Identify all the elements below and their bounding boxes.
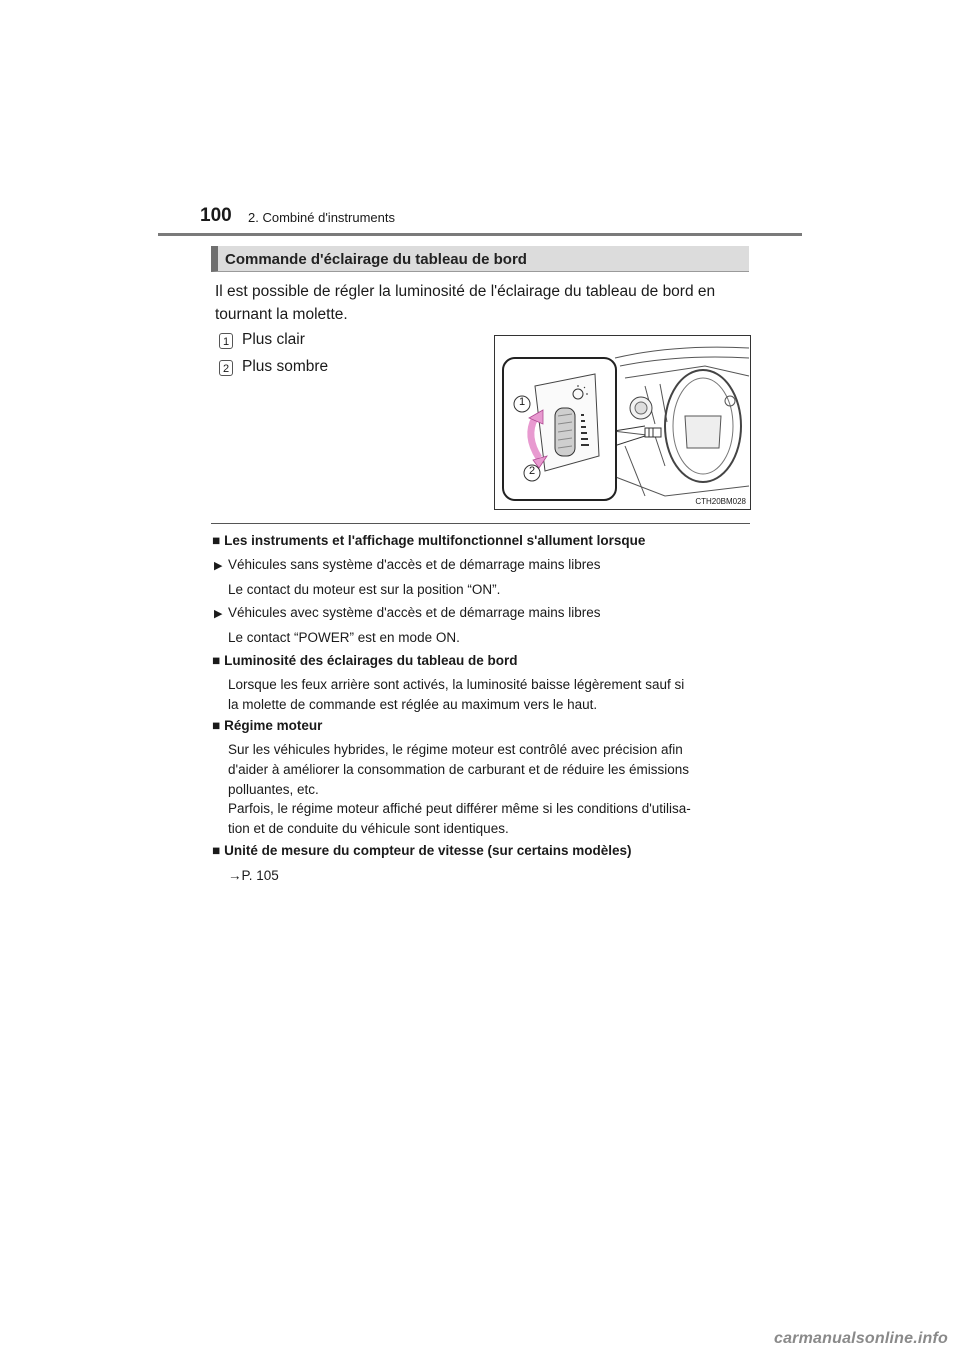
triangle-bullet-icon: ▶ (214, 608, 223, 620)
arrow-right-icon: → (228, 868, 242, 883)
figure-code: CTH20BM028 (695, 497, 746, 506)
legend-number-1: 1 (219, 333, 233, 349)
legend-label-1: Plus clair (242, 331, 305, 348)
square-bullet-icon: ■ (212, 718, 221, 733)
page-reference-text: P. 105 (241, 868, 279, 883)
note-1-text-2: Le contact “POWER” est en mode ON. (228, 630, 460, 645)
section-intro: Il est possible de régler la luminosité de l'éclairage du tableau de bord en tournant la molette. (215, 283, 716, 323)
legend-label-2: Plus sombre (242, 358, 329, 375)
note-1-bullet-2-text: Véhicules avec système d'accès et de démarrage mains libres (228, 605, 601, 620)
dashboard-illustration (494, 335, 751, 510)
dimmer-dial-drawing (495, 336, 750, 509)
figure-callout-1: 1 (518, 396, 526, 408)
note-2-line-2: la molette de commande est réglée au maximum vers le haut. (228, 697, 598, 712)
chapter-title: 2. Combiné d'instruments (248, 210, 395, 225)
square-bullet-icon: ■ (212, 653, 221, 668)
legend-number-2: 2 (219, 360, 233, 376)
page-number: 100 (200, 205, 232, 226)
section-divider (211, 523, 750, 524)
note-1-bullet-1 (214, 555, 601, 576)
note-heading-1 (212, 533, 645, 548)
page-reference-link[interactable] (228, 866, 279, 886)
note-heading-4-text: Unité de mesure du compteur de vitesse (sur certains modèles) (224, 843, 632, 858)
note-3-line-3: polluantes, etc. (228, 782, 319, 797)
figure-callout-2: 2 (528, 465, 536, 477)
note-3-line-5: tion et de conduite du véhicule sont identiques. (228, 821, 509, 836)
square-bullet-icon: ■ (212, 533, 221, 548)
note-2-line-1: Lorsque les feux arrière sont activés, la luminosité baisse légèrement sauf si (228, 677, 685, 692)
section-title: Commande d'éclairage du tableau de bord (225, 251, 527, 268)
note-1-text-1: Le contact du moteur est sur la position “ON”. (228, 582, 501, 597)
note-heading-2-text: Luminosité des éclairages du tableau de bord (224, 653, 518, 668)
note-heading-3-text: Régime moteur (224, 718, 323, 733)
watermark: carmanualsonline.info (773, 1330, 948, 1347)
note-3-line-2: d'aider à améliorer la consommation de carburant et de réduire les émissions (228, 762, 690, 777)
note-heading-1-text: Les instruments et l'affichage multifonctionnel s'allument lorsque (224, 533, 646, 548)
note-3-line-4: Parfois, le régime moteur affiché peut différer même si les conditions d'utilisa- (228, 801, 691, 816)
triangle-bullet-icon: ▶ (214, 560, 223, 572)
note-1-bullet-1-text: Véhicules sans système d'accès et de démarrage mains libres (228, 557, 601, 572)
note-heading-2 (212, 653, 517, 668)
note-heading-4 (212, 843, 632, 858)
note-heading-3 (212, 718, 322, 733)
note-1-bullet-2 (214, 603, 601, 624)
square-bullet-icon: ■ (212, 843, 221, 858)
header-divider (158, 233, 802, 236)
note-3-line-1: Sur les véhicules hybrides, le régime moteur est contrôlé avec précision afin (228, 742, 683, 757)
